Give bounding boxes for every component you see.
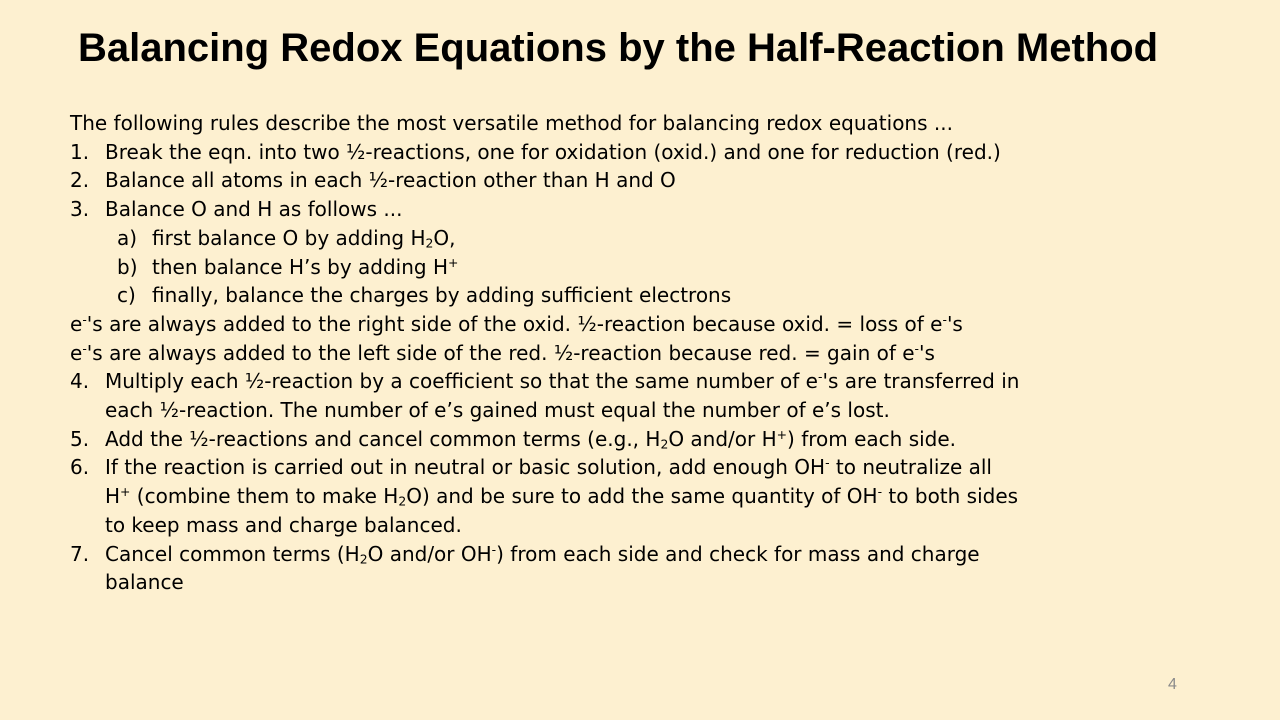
rule-3b	[70, 253, 1230, 282]
rule-3a	[70, 224, 1230, 253]
rule-text: Multiply each ½-reaction by a coefficient so that the same number of e	[105, 369, 818, 394]
rule-text-cont: O and/or OH	[367, 541, 492, 566]
superscript: -	[914, 340, 920, 356]
rule-text: Add the ½-reactions and cancel common terms (e.g., H	[105, 426, 661, 451]
rule-text-cont: O and/or H	[668, 426, 777, 451]
subrule-text: then balance H’s by adding H	[152, 254, 448, 279]
superscript: +	[120, 484, 131, 500]
rule-number: 7.	[70, 541, 90, 566]
superscript: -	[825, 455, 830, 471]
note-reduction	[70, 339, 1230, 368]
superscript: -	[817, 369, 823, 385]
superscript: -	[82, 340, 87, 356]
rule-text: Balance O and H as follows ...	[105, 197, 403, 222]
rule-text: H	[105, 484, 121, 509]
rule-text: O) and be sure to add the same quantity of OH	[406, 484, 878, 509]
note-text-end: 's	[946, 311, 963, 336]
intro-text: The following rules describe the most versatile method for balancing redox equations ...	[70, 111, 953, 135]
rule-number: 6.	[70, 455, 90, 480]
page-number: 4	[1168, 676, 1177, 693]
superscript: -	[942, 312, 947, 328]
rule-3	[70, 195, 1230, 224]
rule-6-continued-2: to keep mass and charge balanced.	[105, 512, 462, 537]
rule-3c	[70, 281, 1230, 310]
rule-7-continued: balance	[105, 570, 184, 595]
rule-text: Balance all atoms in each ½-reaction other than H and O	[105, 168, 676, 193]
subrule-text-end: O,	[433, 225, 456, 250]
superscript: -	[491, 541, 497, 557]
rule-number: 3.	[70, 197, 90, 222]
rule-2	[70, 166, 1230, 195]
subrule-text: first balance O by adding H	[152, 225, 426, 250]
rule-text: to both sides	[882, 484, 1019, 509]
rule-6	[70, 453, 1230, 482]
note-text-end: 's	[919, 340, 935, 365]
rule-text-end: ) from each side.	[787, 426, 957, 451]
rule-7	[70, 540, 1230, 569]
rule-number: 5.	[70, 426, 90, 451]
subrule-text: finally, balance the charges by adding sufficient electrons	[152, 283, 732, 308]
note-symbol: e	[70, 311, 83, 336]
rule-text-cont: to neutralize all	[829, 455, 992, 480]
subscript: 2	[398, 493, 407, 509]
rule-text-cont: 's are transferred in	[822, 369, 1020, 394]
note-symbol: e	[70, 340, 83, 365]
note-oxidation	[70, 310, 1230, 339]
rule-text: (combine them to make H	[130, 484, 399, 509]
rule-4-continued: each ½-reaction. The number of e’s gained must equal the number of e’s lost.	[105, 398, 890, 423]
subscript: 2	[660, 436, 669, 452]
rule-number: 2.	[70, 168, 90, 193]
rule-text: Cancel common terms (H	[105, 541, 360, 566]
superscript: -	[877, 484, 883, 500]
rule-text: Break the eqn. into two ½-reactions, one for oxidation (oxid.) and one for reduction (red.)	[105, 139, 1001, 164]
superscript: +	[776, 426, 788, 442]
note-text: 's are always added to the right side of the oxid. ½-reaction because oxid. = loss of e	[86, 311, 943, 336]
subscript: 2	[359, 551, 368, 567]
rule-4	[70, 367, 1230, 396]
rule-number: 4.	[70, 369, 90, 394]
superscript: -	[82, 312, 87, 328]
rule-text: If the reaction is carried out in neutral or basic solution, add enough OH	[105, 455, 826, 480]
rule-number: 1.	[70, 139, 90, 164]
rule-text-end: ) from each side and check for mass and charge	[496, 541, 980, 566]
slide-title: Balancing Redox Equations by the Half-Reaction Method	[78, 26, 1159, 70]
note-text: 's are always added to the left side of the red. ½-reaction because red. = gain of e	[86, 340, 915, 365]
rule-5	[70, 425, 1230, 454]
rule-1	[70, 138, 1230, 167]
rule-6-continued	[70, 482, 1230, 511]
subrule-letter: c)	[117, 283, 136, 308]
superscript: +	[448, 254, 459, 270]
slide-body	[70, 109, 1230, 597]
subrule-letter: a)	[117, 225, 138, 250]
subrule-letter: b)	[117, 254, 138, 279]
subscript: 2	[425, 235, 434, 251]
